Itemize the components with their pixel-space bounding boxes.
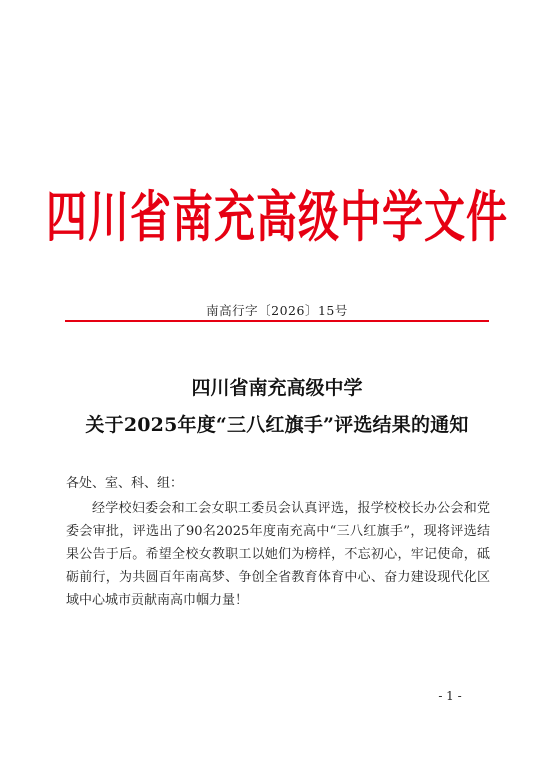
notice-title-line-2: 关于2025年度“三八红旗手”评选结果的通知 — [85, 414, 469, 436]
document-header-title: 四川省南充高级中学文件 — [46, 184, 508, 250]
document-number: 南高行字〔2026〕15号 — [206, 303, 348, 318]
body-paragraph: 经学校妇委会和工会女职工委员会认真评选，报学校校长办公会和党委会审批，评选出了90名2025年度南充高中“三八红旗手”，现将评选结果公告于后。希望全校女教职工以她们为榜样，不忘初心，牢记使命，砥砺前行，为共圆百年南高梦、争创全省教育体育中心、奋力建设现代化区域中心城市贡献南高巾帼力量！ — [66, 501, 490, 608]
salutation: 各处、室、科、组： — [66, 476, 184, 491]
red-divider-line — [65, 320, 489, 322]
page-number: - 1 - — [438, 689, 462, 703]
notice-title-line-1: 四川省南充高级中学 — [191, 377, 363, 399]
